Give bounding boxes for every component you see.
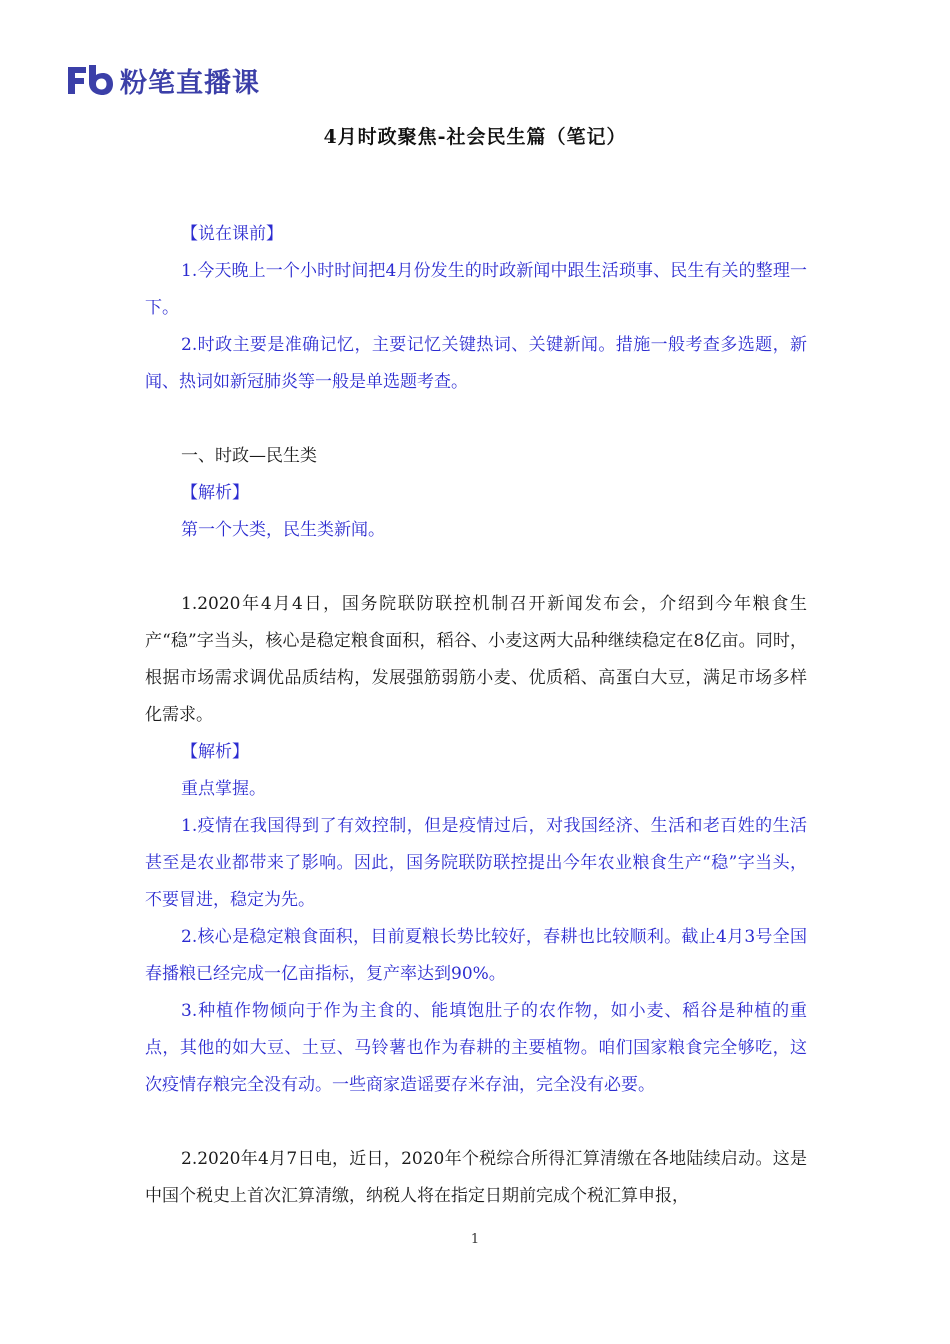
- brand-name: 粉笔直播课: [120, 67, 260, 99]
- news-1-point-3: 3.种植作物倾向于作为主食的、能填饱肚子的农作物，如小麦、稻谷是种植的重点，其他的如大豆、土豆、马铃薯也作为春耕的主要植物。咱们国家粮食完全够吃，这次疫情存粮完全没有动。一些商家造谣要存米存油，完全没有必要。: [145, 1001, 807, 1095]
- news-item-2: 2.2020年4月7日电，近日，2020年个税综合所得汇算清缴在各地陆续启动。这是中国个税史上首次汇算清缴，纳税人将在指定日期前完成个税汇算申报，: [145, 1149, 807, 1206]
- section-analysis-label: 【解析】: [181, 483, 249, 503]
- document-body: [145, 216, 807, 1215]
- news-1-point-1: 1.疫情在我国得到了有效控制，但是疫情过后，对我国经济、生活和老百姓的生活甚至是农业都带来了影响。因此，国务院联防联控提出今年农业粮食生产“稳”字当头，不要冒进，稳定为先。: [145, 816, 807, 910]
- news-1-analysis-label: 【解析】: [181, 742, 249, 762]
- intro-item-2: 2.时政主要是准确记忆，主要记忆关键热词、关键新闻。措施一般考查多选题，新闻、热词如新冠肺炎等一般是单选题考查。: [145, 335, 807, 392]
- news-item-1: 1.2020年4月4日，国务院联防联控机制召开新闻发布会，介绍到今年粮食生产“稳”字当头，核心是稳定粮食面积，稻谷、小麦这两大品种继续稳定在8亿亩。同时，根据市场需求调优品质结构，发展强筋弱筋小麦、优质稻、高蛋白大豆，满足市场多样化需求。: [145, 594, 807, 725]
- spacer: [145, 1104, 807, 1141]
- spacer: [145, 549, 807, 586]
- section-analysis-text: 第一个大类，民生类新闻。: [181, 520, 385, 540]
- intro-item-1: 1.今天晚上一个小时时间把4月份发生的时政新闻中跟生活琐事、民生有关的整理一下。: [145, 261, 807, 318]
- spacer: [145, 401, 807, 438]
- brand-logo: [66, 60, 260, 100]
- document-title: 4月时政聚焦-社会民生篇（笔记）: [323, 126, 627, 148]
- fb-logo-icon: [66, 63, 114, 97]
- section-heading: 一、时政—民生类: [181, 446, 317, 466]
- news-1-analysis-intro: 重点掌握。: [181, 779, 266, 799]
- page-number: 1: [470, 1232, 480, 1247]
- intro-heading: 【说在课前】: [181, 224, 283, 244]
- news-1-point-2: 2.核心是稳定粮食面积，目前夏粮长势比较好，春耕也比较顺利。截止4月3号全国春播粮已经完成一亿亩指标，复产率达到90%。: [145, 927, 807, 984]
